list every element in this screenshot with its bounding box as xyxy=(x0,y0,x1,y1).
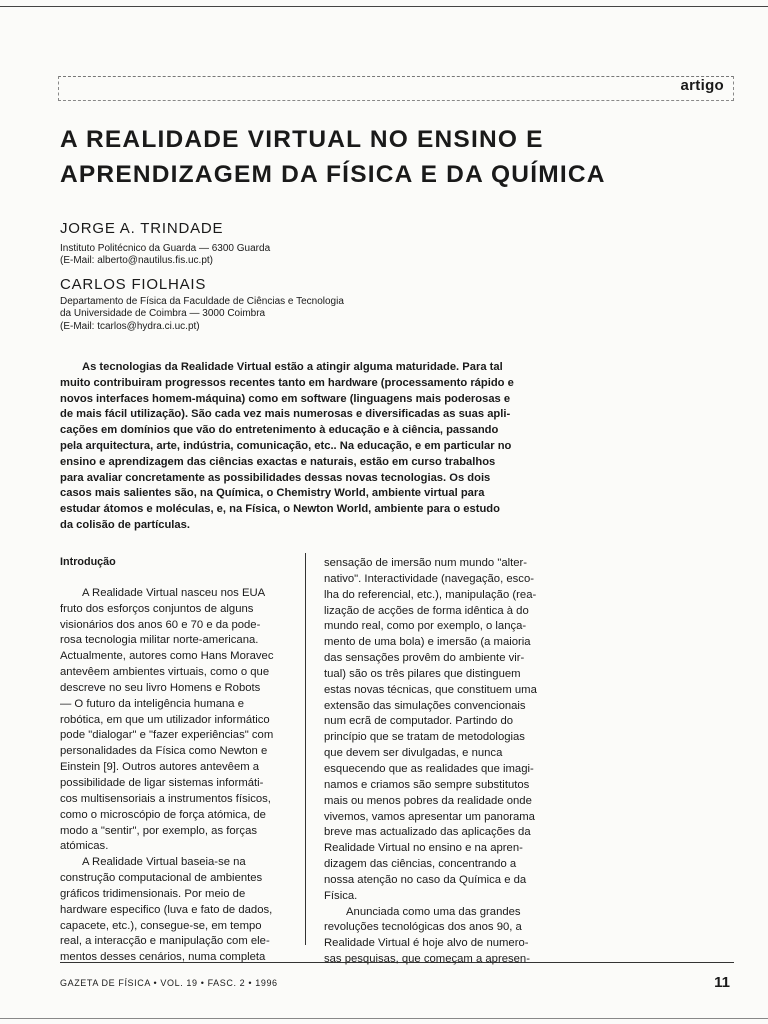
article-title xyxy=(60,122,720,192)
affiliation-line: (E-Mail: tcarlos@hydra.ci.uc.pt) xyxy=(60,320,200,332)
abstract-line: As tecnologias da Realidade Virtual estão a atingir alguma maturidade. Para tal xyxy=(82,361,503,373)
body-line: Einstein [9]. Outros autores antevêem a xyxy=(60,761,260,774)
body-line: sas pesquisas, que começam a apresen- xyxy=(324,953,530,966)
body-line: possibilidade de ligar sistemas informáti- xyxy=(60,776,264,789)
body-line: construção computacional de ambientes xyxy=(60,872,263,885)
body-line: dizagem das ciências, concentrando a xyxy=(324,858,517,871)
header-frame-bottom xyxy=(58,100,734,101)
body-line: Realidade Virtual é hoje alvo de numero- xyxy=(324,937,529,950)
header-frame-right xyxy=(733,76,734,101)
body-line: fruto dos esforços conjuntos de alguns xyxy=(60,602,254,615)
title-line: APRENDIZAGEM DA FÍSICA E DA QUÍMICA xyxy=(60,161,606,188)
body-line: A Realidade Virtual baseia-se na xyxy=(82,856,246,869)
body-line: num ecrã de computador. Partindo do xyxy=(324,715,514,728)
body-line: Actualmente, autores como Hans Moravec xyxy=(60,650,274,663)
author-affiliation xyxy=(60,243,270,268)
body-column-right xyxy=(324,556,560,968)
body-line: visionários dos anos 60 e 70 e da pode- xyxy=(60,618,261,631)
footer-rule xyxy=(60,962,734,963)
body-line: mentos desses cenários, numa completa xyxy=(60,951,266,964)
body-line: hardware especifico (luva e fato de dados, xyxy=(60,903,273,916)
abstract xyxy=(60,360,560,534)
bottom-rule xyxy=(0,1018,768,1019)
body-line: pode "dialogar" e "fazer experiências" com xyxy=(60,729,274,742)
author-affiliation xyxy=(60,296,344,333)
body-line: nativo". Interactividade (navegação, esco- xyxy=(324,572,534,585)
body-line: personalidades da Física como Newton e xyxy=(60,745,268,758)
body-line: Realidade Virtual no ensino e na apren- xyxy=(324,842,523,855)
body-line: Anunciada como uma das grandes xyxy=(346,905,521,918)
body-line: das sensações provêm do ambiente vir- xyxy=(324,652,525,665)
top-rule xyxy=(0,6,768,7)
body-line: sensação de imersão num mundo "alter- xyxy=(324,557,528,569)
body-line: Física. xyxy=(324,889,358,902)
body-line: tual) são os três pilares que distinguem xyxy=(324,667,521,680)
body-line: lização de acções de forma idêntica à do xyxy=(324,604,529,617)
body-line: mento de uma bola) e imersão (a maioria xyxy=(324,636,531,649)
abstract-line: cações em domínios que vão do entretenimento à educação e à ciência, passando xyxy=(60,424,499,437)
body-line: esquecendo que as realidades que imagi- xyxy=(324,762,534,775)
body-line: mundo real, como por exemplo, o lança- xyxy=(324,620,527,633)
title-line: A REALIDADE VIRTUAL NO ENSINO E xyxy=(60,126,544,153)
abstract-line: para avaliar concretamente as possibilidades dessas novas tecnologias. Os dois xyxy=(60,471,491,484)
body-line: breve mas actualizado das aplicações da xyxy=(324,826,531,839)
body-line: modo a "sentir", por exemplo, as forças xyxy=(60,824,258,837)
body-column-left xyxy=(60,555,292,966)
affiliation-line: da Universidade de Coimbra — 3000 Coimbra xyxy=(60,308,266,320)
abstract-line: casos mais salientes são, na Química, o Chemistry World, ambiente virtual para xyxy=(60,487,485,500)
abstract-line: ensino e aprendizagem das ciências exactas e naturais, estão em curso trabalhos xyxy=(60,455,496,468)
author-name: CARLOS FIOLHAIS xyxy=(60,276,207,293)
body-line: descreve no seu livro Homens e Robots xyxy=(60,681,261,694)
section-tag: artigo xyxy=(680,77,724,94)
body-line: que devem ser divulgadas, e nunca xyxy=(324,747,503,760)
body-line: cos multisensoriais a instrumentos físicos, xyxy=(60,792,271,805)
section-heading: Introdução xyxy=(60,556,116,568)
body-line: A Realidade Virtual nasceu nos EUA xyxy=(82,586,266,599)
body-line: estas novas técnicas, que constituem uma xyxy=(324,683,537,696)
affiliation-line: Instituto Politécnico da Guarda — 6300 Guarda xyxy=(60,243,271,254)
abstract-line: de mais fácil utilização). São cada vez mais numerosas e diversificadas as suas apli- xyxy=(60,408,511,421)
abstract-line: novos interfaces homem-máquina) como em software (linguagens mais poderosas e xyxy=(60,392,511,405)
author-name: JORGE A. TRINDADE xyxy=(60,220,224,237)
abstract-line: da colisão de partículas. xyxy=(60,518,190,531)
body-line: real, a interacção e manipulação com ele- xyxy=(60,935,270,948)
page-number: 11 xyxy=(714,974,730,991)
affiliation-line: (E-Mail: alberto@nautilus.fis.uc.pt) xyxy=(60,255,213,267)
abstract-line: estudar átomos e moléculas, e, na Física, o Newton World, ambiente para o estudo xyxy=(60,503,500,516)
column-divider xyxy=(305,553,306,945)
abstract-line: pela arquitectura, arte, indústria, comunicação, etc.. Na educação, e em particular no xyxy=(60,439,512,452)
body-line: capacete, etc.), consegue-se, em tempo xyxy=(60,919,262,932)
body-line: namos e criamos são sempre substitutos xyxy=(324,778,530,791)
body-line: como o microscópio de força atómica, de xyxy=(60,808,266,821)
body-line: gráficos tridimensionais. Por meio de xyxy=(60,887,246,900)
affiliation-line: Departamento de Física da Faculdade de Ciências e Tecnologia xyxy=(60,296,344,307)
body-line: nossa atenção no caso da Química e da xyxy=(324,873,527,886)
body-line: lha do referencial, etc.), manipulação (rea- xyxy=(324,588,537,601)
body-line: princípio que se tratam de metodologias xyxy=(324,731,525,744)
abstract-line: muito contribuiram progressos recentes tanto em hardware (processamento rápido e xyxy=(60,376,514,389)
body-line: rosa tecnologia militar norte-americana. xyxy=(60,634,259,647)
header-frame-top xyxy=(58,76,734,77)
body-line: robótica, em que um utilizador informático xyxy=(60,713,270,726)
body-line: revoluções tecnológicas dos anos 90, a xyxy=(324,921,522,934)
header-frame-left xyxy=(58,76,59,101)
body-line: — O futuro da inteligência humana e xyxy=(60,697,244,710)
body-line: extensão das simulações convencionais xyxy=(324,699,526,712)
body-line: atómicas. xyxy=(60,840,109,853)
body-line: vivemos, vamos apresentar um panorama xyxy=(324,810,535,823)
body-line: antevêem ambientes virtuais, como o que xyxy=(60,666,270,679)
body-line: mais ou menos pobres da realidade onde xyxy=(324,794,532,807)
journal-footer: GAZETA DE FÍSICA • VOL. 19 • FASC. 2 • 1996 xyxy=(60,978,278,988)
